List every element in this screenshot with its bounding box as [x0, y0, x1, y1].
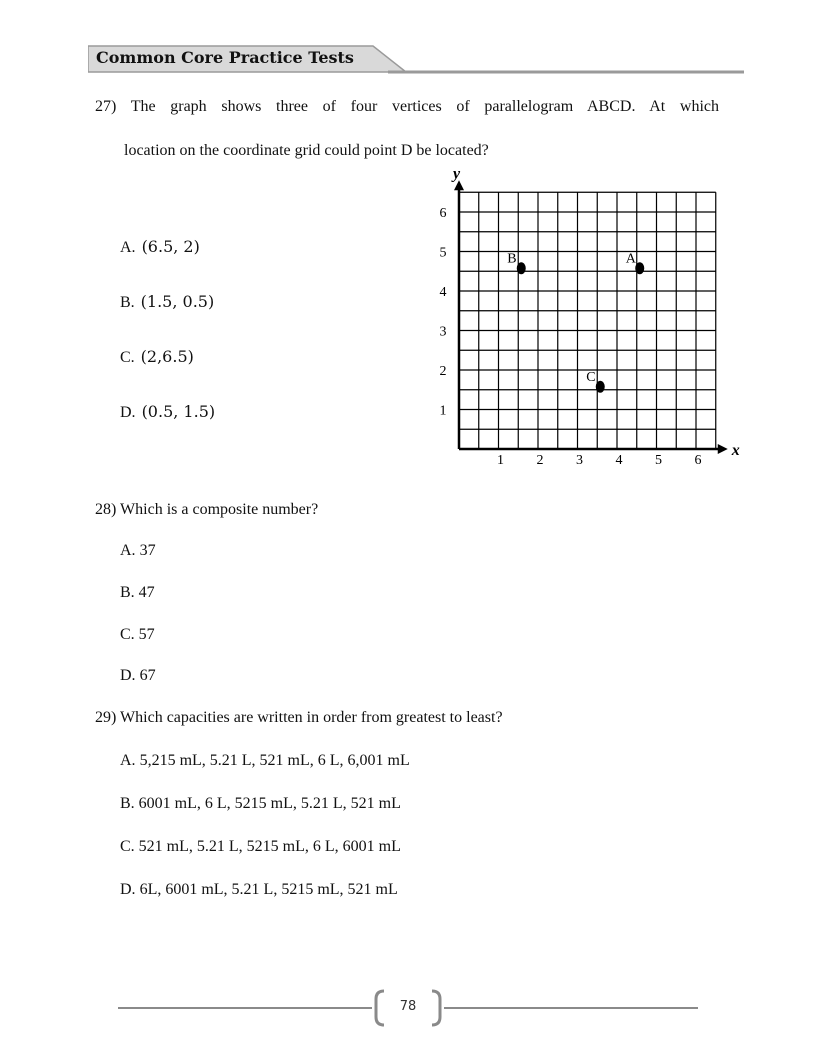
question-29-text: 29) Which capacities are written in order from greatest to least?	[95, 709, 503, 726]
x-tick-labels	[497, 453, 702, 468]
coordinate-grid	[425, 160, 755, 470]
question-27-option-d[interactable]: D. (0.5, 1.5)	[120, 402, 216, 421]
y-tick-labels	[440, 206, 447, 419]
question-29-number: 29)	[95, 709, 117, 726]
point-c-label: C	[586, 369, 596, 385]
y-axis-label: y	[453, 165, 461, 183]
point-b-marker	[517, 262, 526, 274]
y-tick-label: 6	[439, 206, 447, 221]
x-tick-label: 4	[615, 453, 623, 468]
plotted-points	[507, 251, 644, 393]
question-27-text-line2: location on the coordinate grid could point D be located?	[124, 142, 489, 159]
y-tick-label: 4	[439, 285, 447, 300]
point-a-marker	[635, 262, 644, 274]
header-title: Common Core Practice Tests	[96, 48, 354, 67]
question-28-option-a[interactable]: A. 37	[120, 542, 156, 559]
question-28-option-b[interactable]: B. 47	[120, 584, 155, 601]
x-axis-label: x	[731, 442, 740, 459]
point-a-label: A	[625, 251, 636, 267]
x-axis-arrow	[718, 444, 728, 454]
x-tick-label: 5	[655, 453, 662, 468]
question-29-option-c[interactable]: C. 521 mL, 5.21 L, 5215 mL, 6 L, 6001 mL	[120, 838, 401, 855]
x-tick-label: 1	[497, 453, 504, 468]
x-tick-label: 2	[536, 453, 544, 468]
question-28-text: 28) Which is a composite number?	[95, 501, 319, 518]
question-28-option-c[interactable]: C. 57	[120, 626, 155, 643]
y-tick-label: 1	[439, 403, 447, 419]
question-29-option-d[interactable]: D. 6L, 6001 mL, 5.21 L, 5215 mL, 521 mL	[120, 881, 398, 898]
y-tick-label: 2	[439, 364, 447, 379]
question-29-option-a[interactable]: A. 5,215 mL, 5.21 L, 521 mL, 6 L, 6,001 mL	[120, 752, 410, 769]
point-c-marker	[596, 381, 605, 393]
question-28-option-d[interactable]: D. 67	[120, 667, 156, 684]
question-29-option-b[interactable]: B. 6001 mL, 6 L, 5215 mL, 5.21 L, 521 mL	[120, 795, 401, 812]
question-27-option-b[interactable]: B. (1.5, 0.5)	[120, 292, 215, 311]
y-tick-label: 5	[439, 245, 447, 261]
question-27-option-a[interactable]: A. (6.5, 2)	[120, 237, 200, 256]
question-27-option-c[interactable]: C. (2,6.5)	[120, 347, 194, 366]
point-b-label: B	[507, 251, 517, 267]
grid-lines	[459, 192, 716, 449]
x-tick-label: 3	[576, 453, 583, 468]
y-tick-label: 3	[439, 324, 447, 340]
question-28-number: 28)	[95, 501, 117, 518]
question-27-number: 27)	[95, 98, 117, 115]
x-tick-label: 6	[694, 453, 702, 468]
question-27-text-line1: 27) The graph shows three of four vertices of parallelogram ABCD. At which	[95, 98, 719, 115]
page-number: 78	[399, 999, 417, 1014]
